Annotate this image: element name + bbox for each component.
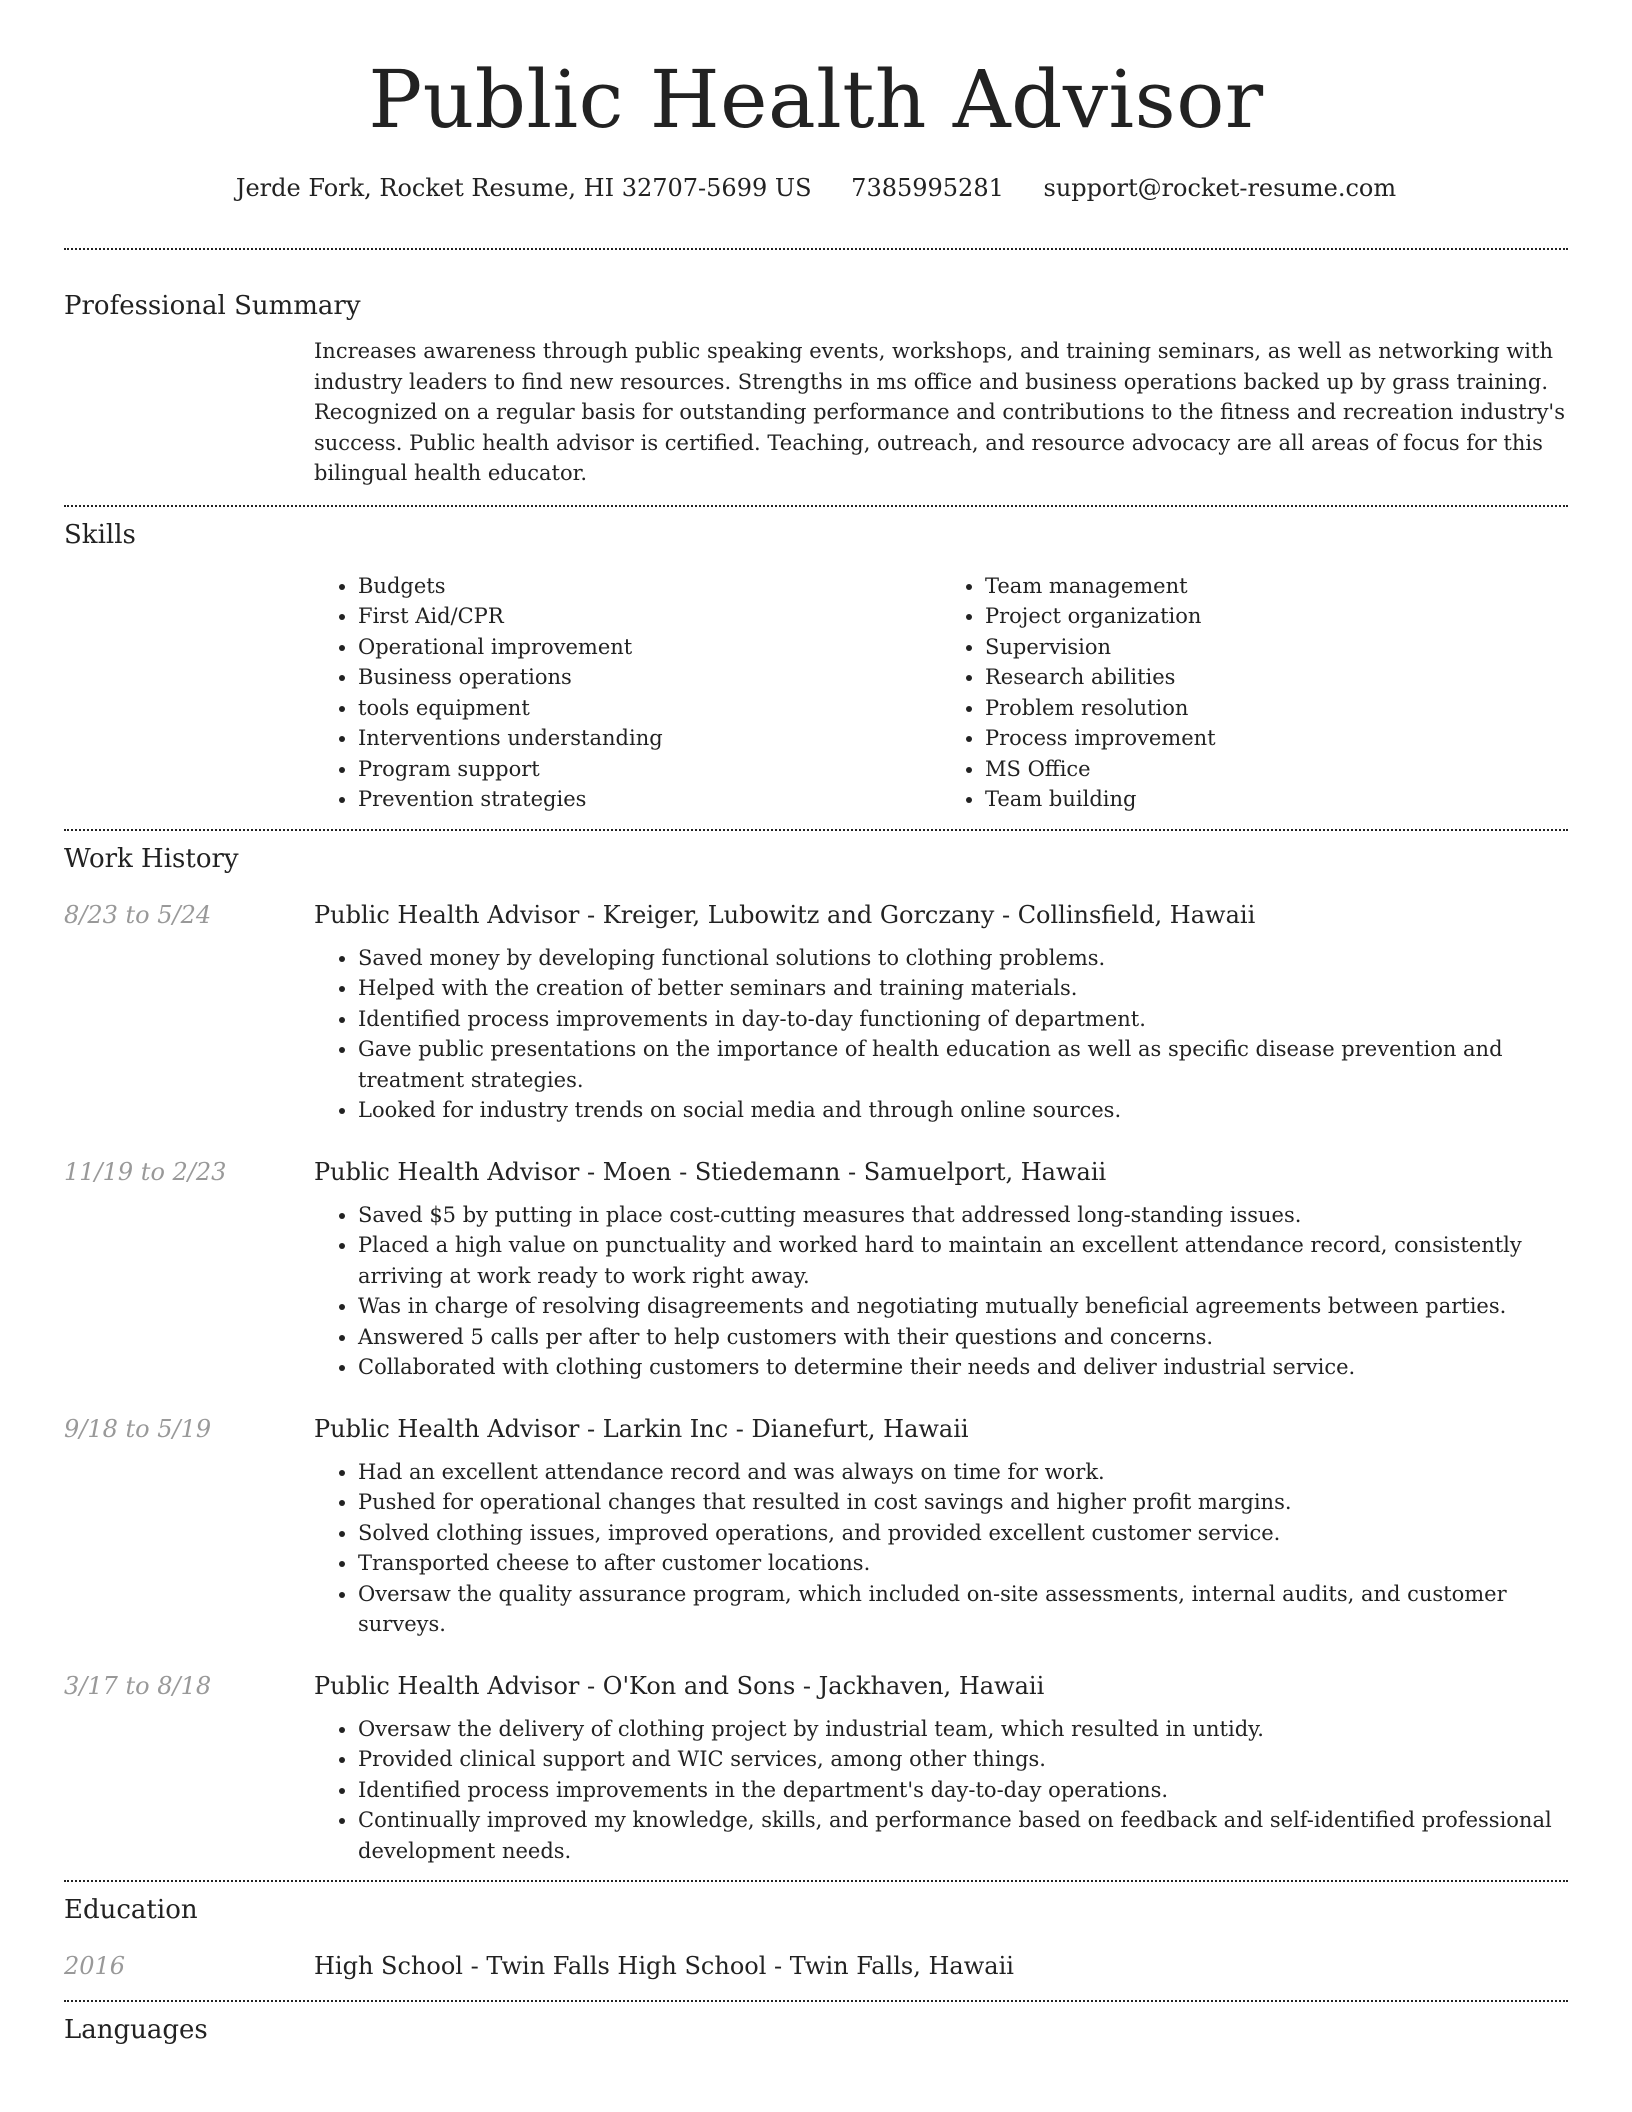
job-bullets [314,943,1568,1126]
job-entry [64,1668,1568,1867]
job-bullet: • Saved money by developing functional solutions to clothing problems. [358,943,1568,974]
skill-item: • Operational improvement [358,632,941,663]
skill-item: • Team management [985,571,1568,602]
skill-item: • Program support [358,754,941,785]
job-bullet: • Continually improved my knowledge, skills, and performance based on feedback and self-identified professional development needs. [358,1805,1568,1866]
job-bullet: • Identified process improvements in the department's day-to-day operations. [358,1775,1568,1806]
divider [64,1880,1568,1882]
job-bullets [314,1714,1568,1867]
summary-text: Increases awareness through public speaking events, workshops, and training seminars, as well as networking with industry leaders to find new resources. Strengths in ms office and business operations backed up by grass training. Recognized on a regular basis for outstanding performance and contributions to the fitness and recreation industry's success. Public health advisor is certified. Teaching, outreach, and resource advocacy are all areas of focus for this bilingual health educator. [314,339,1565,485]
job-bullets [314,1200,1568,1383]
skill-item: • First Aid/CPR [358,601,941,632]
section-title-education: Education [64,1895,198,1925]
skill-item: • Team building [985,784,1568,815]
job-bullet: • Saved $5 by putting in place cost-cutting measures that addressed long-standing issues. [358,1200,1568,1231]
skill-item: • Project organization [985,601,1568,632]
section-title-work: Work History [64,843,239,874]
section-title-languages: Languages [64,2015,208,2045]
skill-item: • Interventions understanding [358,723,941,754]
skill-item: • Prevention strategies [358,784,941,815]
job-date: 8/23 to 5/24 [64,900,212,929]
job-date: 3/17 to 8/18 [64,1671,212,1700]
job-bullet: • Gave public presentations on the importance of health education as well as specific disease prevention and treatment strategies. [358,1034,1568,1095]
divider [64,829,1568,831]
resume-header [0,0,1632,206]
job-bullet: • Transported cheese to after customer locations. [358,1548,1568,1579]
job-bullet: • Helped with the creation of better seminars and training materials. [358,973,1568,1004]
job-bullet: • Answered 5 calls per after to help customers with their questions and concerns. [358,1322,1568,1353]
job-date: 11/19 to 2/23 [64,1157,227,1186]
job-title: Public Health Advisor - Moen - Stiedemann - Samuelport, Hawaii [314,1157,1107,1186]
job-bullet: • Placed a high value on punctuality and worked hard to maintain an excellent attendance record, consistently arriving at work ready to work right away. [358,1230,1568,1291]
skills-column-left [314,571,941,815]
skills-list [314,571,1568,815]
job-bullets [314,1457,1568,1640]
education-entry [64,1948,1568,1984]
job-title: Public Health Advisor - Larkin Inc - Dianefurt, Hawaii [314,1414,969,1443]
education-date: 2016 [64,1952,126,1980]
job-bullet: • Oversaw the delivery of clothing project by industrial team, which resulted in untidy. [358,1714,1568,1745]
contact-email: support@rocket-resume.com [1043,174,1397,202]
job-bullet: • Had an excellent attendance record and was always on time for work. [358,1457,1568,1488]
contact-line [0,170,1632,206]
job-entry [64,1411,1568,1640]
skill-item: • Process improvement [985,723,1568,754]
skills-row [64,571,1568,815]
job-bullet: • Pushed for operational changes that resulted in cost savings and higher profit margins. [358,1487,1568,1518]
candidate-name: Public Health Advisor [368,53,1264,146]
section-title-skills: Skills [64,519,136,550]
divider [64,248,1568,250]
skill-item: • Budgets [358,571,941,602]
job-bullet: • Was in charge of resolving disagreements and negotiating mutually beneficial agreements between parties. [358,1291,1568,1322]
job-entry [64,1154,1568,1383]
job-entry [64,897,1568,1126]
skill-item: • Supervision [985,632,1568,663]
divider [64,505,1568,507]
education-title: High School - Twin Falls High School - Twin Falls, Hawaii [314,1952,1014,1980]
skills-column-right [941,571,1568,815]
job-bullet: • Looked for industry trends on social media and through online sources. [358,1095,1568,1126]
job-title: Public Health Advisor - O'Kon and Sons - Jackhaven, Hawaii [314,1671,1045,1700]
job-title: Public Health Advisor - Kreiger, Lubowitz and Gorczany - Collinsfield, Hawaii [314,900,1256,929]
job-date: 9/18 to 5/19 [64,1414,212,1443]
contact-phone: 7385995281 [851,174,1004,202]
job-bullet: • Oversaw the quality assurance program, which included on-site assessments, internal audits, and customer surveys. [358,1579,1568,1640]
divider [64,2000,1568,2002]
contact-address: Jerde Fork, Rocket Resume, HI 32707-5699 US [235,174,812,202]
skill-item: • Business operations [358,662,941,693]
skill-item: • tools equipment [358,693,941,724]
section-title-summary: Professional Summary [64,291,361,321]
skill-item: • Problem resolution [985,693,1568,724]
job-bullet: • Solved clothing issues, improved operations, and provided excellent customer service. [358,1518,1568,1549]
job-bullet: • Identified process improvements in day-to-day functioning of department. [358,1004,1568,1035]
summary-row [64,332,1568,489]
skill-item: • Research abilities [985,662,1568,693]
skill-item: • MS Office [985,754,1568,785]
job-bullet: • Provided clinical support and WIC services, among other things. [358,1744,1568,1775]
job-bullet: • Collaborated with clothing customers to determine their needs and deliver industrial service. [358,1352,1568,1383]
